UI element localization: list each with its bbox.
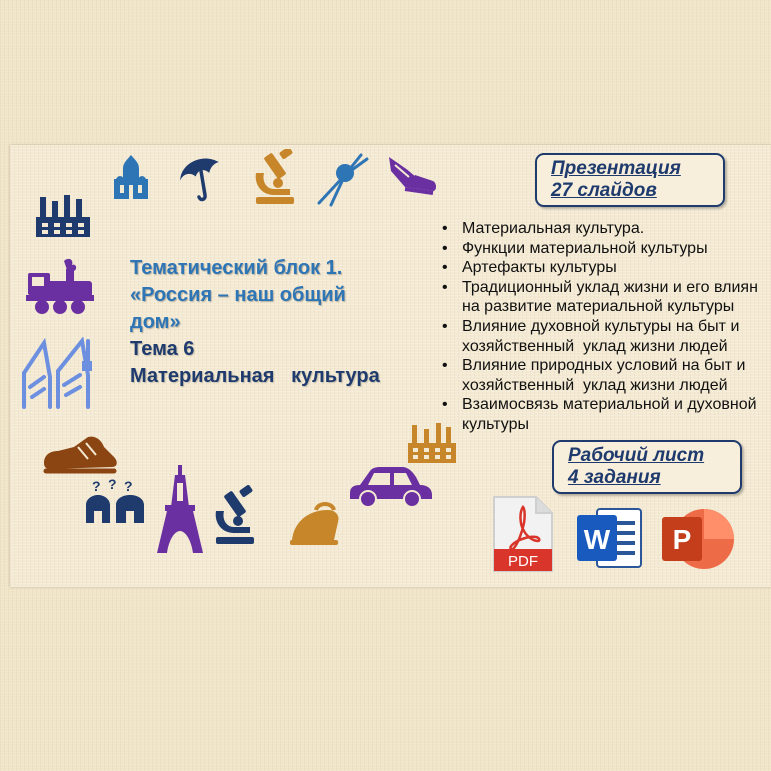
topics-list — [442, 219, 771, 435]
svg-text:?: ? — [108, 477, 117, 492]
locomotive-icon — [24, 255, 98, 317]
word-file-icon[interactable] — [575, 505, 643, 571]
svg-text:?: ? — [124, 478, 133, 494]
cranes-icon — [14, 337, 104, 409]
list-item: • Традиционный уклад жизни и его влиян на развитие материальной культуры — [462, 278, 771, 317]
worksheet-task-count: 4 задания — [568, 467, 661, 488]
svg-text:?: ? — [92, 478, 101, 494]
title-line-3: дом» — [130, 311, 181, 333]
worksheet-link[interactable] — [552, 440, 742, 494]
presentation-slide-count: 27 слайдов — [551, 180, 657, 201]
title-line-1: Тематический блок 1. — [130, 257, 343, 279]
list-item: • Материальная культура. — [462, 219, 771, 239]
svg-text:PDF: PDF — [508, 553, 538, 570]
title-line-5: Материальная культура — [130, 365, 380, 387]
microscope-icon — [210, 485, 260, 547]
worksheet-title: Рабочий лист — [568, 445, 705, 466]
people-icon — [82, 477, 148, 525]
presentation-title: Презентация — [551, 158, 681, 179]
list-item: • Влияние духовной культуры на быт и хозяйственный уклад жизни людей — [462, 317, 771, 356]
church-icon — [112, 153, 150, 201]
powerpoint-file-icon[interactable] — [660, 505, 736, 573]
list-item: • Взаимосвязь материальной и духовной культуры — [462, 395, 771, 434]
car-icon — [346, 463, 434, 509]
factory-icon — [34, 191, 92, 239]
svg-text:W: W — [583, 524, 611, 555]
svg-text:P: P — [672, 524, 692, 555]
eiffel-tower-icon — [155, 463, 205, 555]
list-item: • Влияние природных условий на быт и хозяйственный уклад жизни людей — [462, 356, 771, 395]
slide — [10, 145, 771, 587]
shoe-icon — [385, 151, 439, 201]
iron-icon — [288, 500, 342, 546]
umbrella-icon — [175, 153, 227, 205]
list-item: • Артефакты культуры — [462, 258, 771, 278]
topic-title — [130, 255, 420, 390]
factory-icon — [406, 421, 458, 465]
title-line-4: Тема 6 — [130, 338, 195, 360]
satellite-icon — [315, 153, 371, 207]
presentation-link[interactable] — [535, 153, 725, 207]
sneaker-icon — [40, 433, 120, 477]
list-item: • Функции материальной культуры — [462, 239, 771, 259]
title-line-2: «Россия – наш общий — [130, 284, 346, 306]
pdf-file-icon[interactable] — [492, 495, 554, 573]
microscope-icon — [250, 149, 300, 207]
